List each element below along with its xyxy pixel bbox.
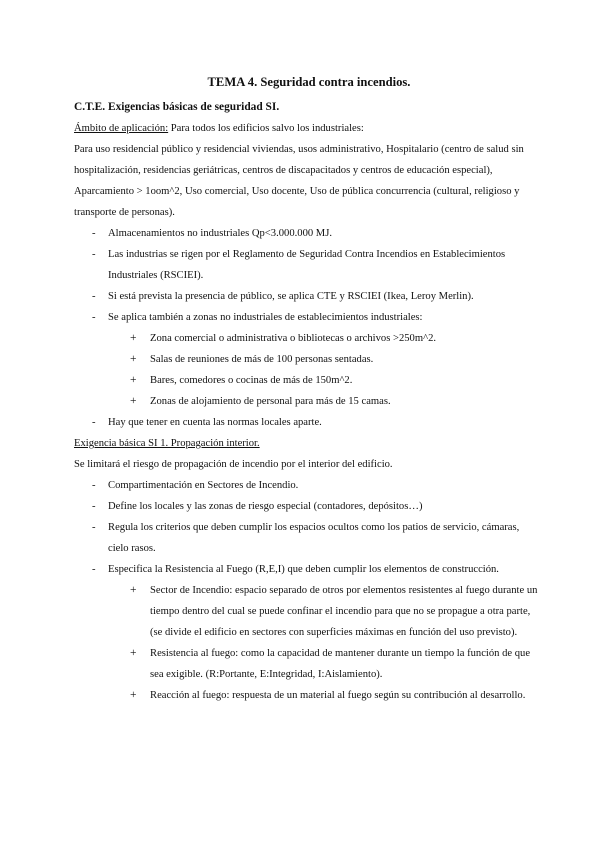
scope-text: Para todos los edificios salvo los industriales:	[168, 123, 364, 134]
list-item: - Hay que tener en cuenta las normas locales aparte.	[74, 412, 540, 433]
sub-list	[130, 328, 540, 412]
section2-intro: Se limitará el riesgo de propagación de incendio por el interior del edificio.	[74, 459, 393, 470]
sub-list-item: + Bares, comedores o cocinas de más de 150m^2.	[130, 370, 540, 391]
intro-paragraph: Para uso residencial público y residencial viviendas, usos administrativo, Hospitalario (centro de salud sin hospitalización, residencias geriátricas, centros de discapacitados y centros de educación especial), Aparcamiento > 1oom^2, Uso comercial, Uso docente, Uso de pública concurrencia (cultural, religioso y transporte de personas).	[74, 144, 524, 218]
list-item: - Las industrias se rigen por el Reglamento de Seguridad Contra Incendios en Establecimientos Industriales (RSCIEI).	[74, 244, 540, 286]
scope-list	[74, 223, 540, 433]
section2-heading: Exigencia básica SI 1. Propagación interior.	[74, 438, 260, 449]
sub-list-item: + Salas de reuniones de más de 100 personas sentadas.	[130, 349, 540, 370]
list-item: - Si está prevista la presencia de público, se aplica CTE y RSCIEI (Ikea, Leroy Merlin).	[74, 286, 540, 307]
sub-list-item: + Sector de Incendio: espacio separado de otros por elementos resistentes al fuego durante un tiempo dentro del cual se puede confinar el incendio para que no se propague a otra parte, (se divide el edificio en sectores con superficies máximas en función del uso previsto).	[130, 580, 540, 643]
list-item-text: Se aplica también a zonas no industriales de establecimientos industriales:	[108, 312, 423, 323]
list-item: - Almacenamientos no industriales Qp<3.000.000 MJ.	[74, 223, 540, 244]
scope-label: Ámbito de aplicación:	[74, 123, 169, 134]
sub-list	[130, 580, 540, 706]
sub-list-item: + Resistencia al fuego: como la capacidad de mantener durante un tiempo la función de que sea exigible. (R:Portante, E:Integridad, I:Aislamiento).	[130, 643, 540, 685]
list-item: - Compartimentación en Sectores de Incendio.	[74, 475, 540, 496]
scope-paragraph	[74, 118, 540, 139]
list-item-text: Especifica la Resistencia al Fuego (R,E,I) que deben cumplir los elementos de construcción.	[108, 564, 499, 575]
sub-list-item: + Reacción al fuego: respuesta de un material al fuego según su contribución al desarrollo.	[130, 685, 540, 706]
list-item: - Define los locales y las zonas de riesgo especial (contadores, depósitos…)	[74, 496, 540, 517]
sub-list-item: + Zona comercial o administrativa o bibliotecas o archivos >250m^2.	[130, 328, 540, 349]
list-item	[74, 307, 540, 412]
list-item: - Regula los criterios que deben cumplir los espacios ocultos como los patios de servicio, cámaras, cielo rasos.	[74, 517, 540, 559]
list-item	[74, 559, 540, 706]
section-heading: C.T.E. Exigencias básicas de seguridad SI.	[74, 101, 280, 113]
sub-list-item: + Zonas de alojamiento de personal para más de 15 camas.	[130, 391, 540, 412]
section2-list	[74, 475, 540, 706]
page-title: TEMA 4. Seguridad contra incendios.	[207, 75, 411, 89]
